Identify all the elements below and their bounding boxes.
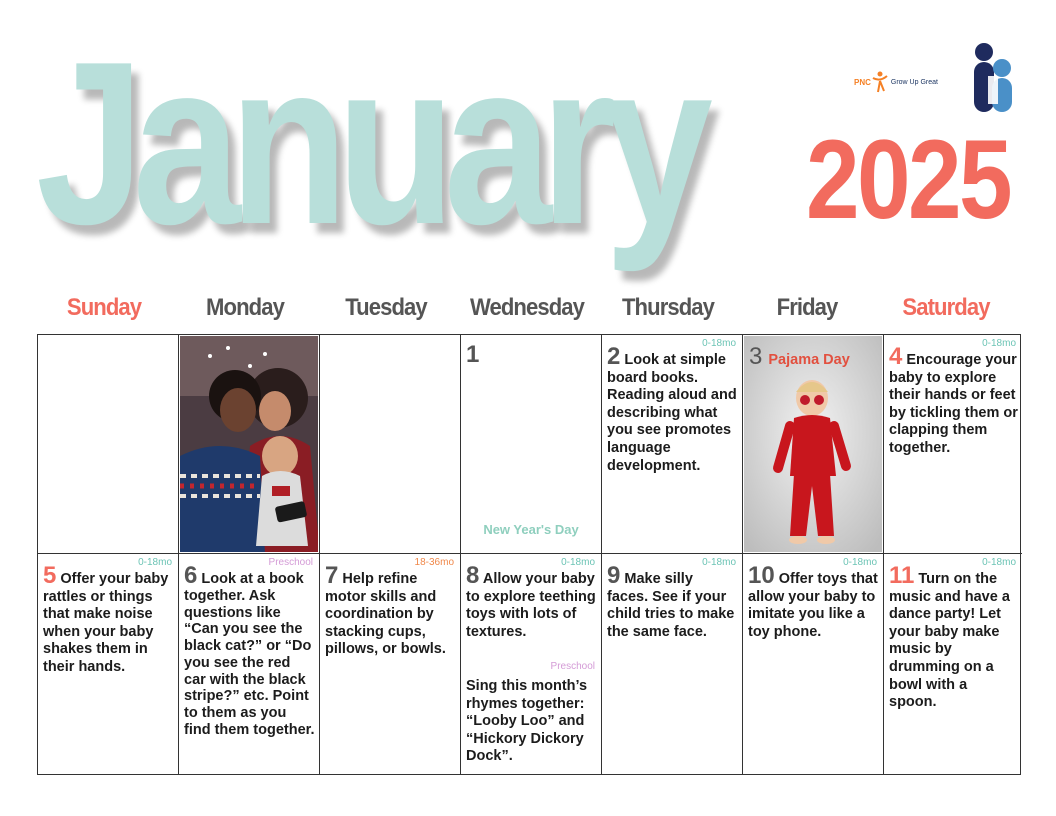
year-title: 2025 [806,117,1010,242]
day-cell-6 [179,554,320,774]
pajama-day-label: Pajama Day [768,352,850,368]
day-cell-5 [38,554,179,774]
month-title: January [36,14,702,273]
activity-text: Turn on the music and have a dance party! Let your baby make music by drumming on a bowl with a spoon. [889,571,1010,711]
day-cell-11 [884,554,1022,774]
day-cell-3 [743,335,884,554]
activity-text: Help refine motor skills and coordination by stacking cups, pillows, or bowls. [325,571,446,658]
age-tag: 0-18mo [982,557,1016,568]
day-number: 7 [325,562,339,589]
sponsor-logo [854,62,938,102]
activity-text: Offer toys that allow your baby to imitate you like a toy phone. [748,571,878,640]
age-tag: 0-18mo [138,557,172,568]
weekday-sunday: Sunday [66,294,142,321]
activity-text: Look at a book together. Ask questions like “Can you see the black cat?” or “Do you see the red car with the black stripe?” etc. Point to them as you find them together. [184,571,315,738]
day-cell-7 [320,554,461,774]
pnc-logo: PNC [854,77,871,87]
weekday-saturday: Saturday [902,294,990,321]
age-tag: 0-18mo [561,557,595,568]
holiday-label: New Year's Day [483,522,579,537]
age-tag: 0-18mo [702,338,736,349]
calendar-grid [37,334,1021,775]
organization-logo-icon [966,42,1016,114]
grow-figure-icon [871,70,889,94]
day-cell-9 [602,554,743,774]
age-tag: 0-18mo [843,557,877,568]
day-number: 3 [749,343,763,370]
day-number: 6 [184,562,198,589]
day-cell-empty-sunday [38,335,179,554]
weekday-wednesday: Wednesday [469,294,585,321]
day-cell-2 [602,335,743,554]
activity-text-secondary: Sing this month’s rhymes together: “Looby Loo” and “Hickory Dickory Dock”. [466,678,588,765]
day-number: 11 [889,562,915,589]
weekday-friday: Friday [776,294,838,321]
activity-text: Encourage your baby to explore their hands or feet by tickling them or clapping them together. [889,352,1018,456]
day-number: 1 [466,341,480,368]
activity-text: Offer your baby rattles or things that make noise when your baby shakes them in their hands. [43,571,169,675]
activity-text: Allow your baby to explore teething toys with lots of textures. [466,571,596,640]
day-number: 8 [466,562,480,589]
day-number: 5 [43,562,57,589]
day-number: 2 [607,343,621,370]
age-tag: 0-18mo [982,338,1016,349]
day-cell-empty-tuesday [320,335,461,554]
day-number: 10 [748,562,775,589]
grow-up-great-text: Grow Up Great [890,78,938,86]
day-cell-1 [461,335,602,554]
family-photo [180,336,318,552]
age-tag: 0-18mo [702,557,736,568]
age-tag: Preschool [268,557,313,568]
age-tag: 18-36mo [414,557,454,568]
day-cell-8 [461,554,602,774]
day-number: 9 [607,562,621,589]
activity-text: Make silly faces. See if your child tries to make the same face. [607,571,735,640]
family-reading-illustration [180,336,318,552]
activity-text: Look at simple board books. Reading aloud and describing what you see promotes language development. [607,352,737,474]
age-tag-secondary: Preschool [550,661,595,672]
day-cell-photo-monday [179,335,320,554]
weekday-tuesday: Tuesday [345,294,427,321]
day-number: 4 [889,343,903,370]
weekday-monday: Monday [206,294,284,321]
weekday-thursday: Thursday [621,294,715,321]
day-cell-10 [743,554,884,774]
day-cell-4 [884,335,1022,554]
